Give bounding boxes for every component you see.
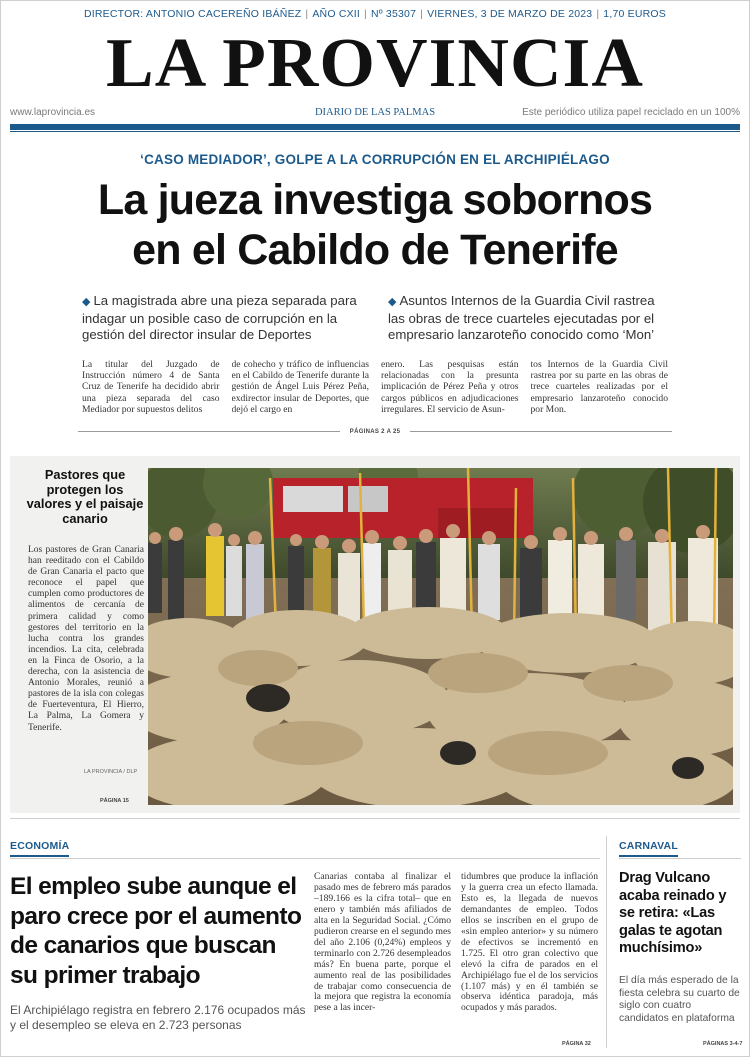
headline-line-2: en el Cabildo de Tenerife xyxy=(132,226,618,274)
section-tag-economia[interactable]: ECONOMÍA xyxy=(10,840,69,857)
feature-box xyxy=(10,456,740,813)
economia-page-ref: PÁGINA 32 xyxy=(562,1041,591,1047)
shepherds-photo[interactable] xyxy=(148,468,733,805)
lead-body-col-4: tos Internos de la Guardia Civil rastrea por su parte en las obras de trece cuarteles realizadas por el empresario lanzaroteño conocido por Mon. xyxy=(530,359,668,415)
diamond-icon: ◆ xyxy=(82,296,91,308)
feature-body: Los pastores de Gran Canaria han reeditado con el Cabildo de Gran Canaria el pacto que reconoce el papel que cumplen como productores de alimentos de cercanía de primera calidad y como gestores del territorio en la lucha contra los grandes incendios. La cita, celebrada en la Finca de Osorio, a la derecha, con la asistencia de Antonio Morales, reunió a pastores de la isla con colegas de Fuerteventura, El Hierro, La Palma, La Gomera y Tenerife. xyxy=(28,545,144,733)
lead-headline[interactable] xyxy=(0,175,750,275)
section-divider xyxy=(10,818,740,819)
economia-body-col-2: tidumbres que produce la inflación y la guerra crea un efecto llamada. Esto es, la llegada de nuevos demandantes de empleo. Todos ellos se inscriben en el grupo de «sin empleo anterior» y su número de efectivos se incrementó en 1.725. El otro gran colectivo que elevó la cifra de parados en el Archipiélago fue el de los servicios (1.107 más) y en él también se observa idéntica paradoja, más ocupados y más parados. xyxy=(461,872,598,1014)
carnaval-rule xyxy=(619,858,741,859)
director-label: DIRECTOR: ANTONIO CACEREÑO IBÁÑEZ xyxy=(83,8,302,20)
column-divider xyxy=(606,836,607,1048)
masthead-subline xyxy=(10,107,740,121)
lead-deck-1 xyxy=(82,293,362,344)
year-label: AÑO CXII xyxy=(312,8,361,20)
feature-page-ref: PÁGINA 15 xyxy=(100,798,129,804)
economia-headline[interactable]: El empleo sube aunque el paro crece por el aumento de canarios que buscan su primer trabajo xyxy=(10,873,302,989)
lead-pages: PÁGINAS 2 A 25 xyxy=(349,429,401,435)
newspaper-subtitle: DIARIO DE LAS PALMAS xyxy=(314,107,436,118)
lead-body xyxy=(82,359,668,415)
masthead-rule-thin xyxy=(10,131,740,132)
website-link[interactable]: www.laprovincia.es xyxy=(10,107,96,118)
economia-rule xyxy=(10,858,600,859)
newspaper-logo: LA PROVINCIA xyxy=(106,25,644,102)
section-tag-carnaval[interactable]: CARNAVAL xyxy=(619,840,678,857)
lead-kicker: ‘CASO MEDIADOR’, GOLPE A LA CORRUPCIÓN EN EL ARCHIPIÉLAGO xyxy=(140,152,610,167)
issue-date: VIERNES, 3 DE MARZO DE 2023 xyxy=(427,8,593,20)
lead-body-col-3: enero. Las pesquisas están relacionadas con la presunta implicación de Pérez Peña y otros cargos públicos en adjudicaciones irregulares. El servicio de Asun- xyxy=(381,359,519,415)
feature-credit: LA PROVINCIA / DLP xyxy=(84,769,138,775)
economia-deck: El Archipiélago registra en febrero 2.176 ocupados más y el desempleo se eleva en 2.723 personas xyxy=(10,1003,306,1032)
price-label: 1,70 EUROS xyxy=(603,8,666,20)
issue-number: Nº 35307 xyxy=(370,8,417,20)
masthead-topline: DIRECTOR: ANTONIO CACEREÑO IBÁÑEZ | AÑO CXII | Nº 35307 | VIERNES, 3 DE MARZO DE 2023 | 1,70 EUROS xyxy=(83,8,666,20)
economia-body xyxy=(314,872,598,1032)
feature-title[interactable]: Pastores que protegen los valores y el paisaje canario xyxy=(26,467,144,526)
lead-body-col-2: de cohecho y tráfico de influencias en el Cabildo de Tenerife durante la gestión de Ángel Luis Pérez Peña, exdirector insular de Deportes, que dejó el cargo en xyxy=(231,359,369,415)
carnaval-page-ref: PÁGINAS 3-4-7 xyxy=(703,1041,743,1047)
masthead-rule xyxy=(10,124,740,130)
diamond-icon: ◆ xyxy=(388,296,397,308)
lead-deck-2 xyxy=(388,293,668,344)
lead-deck-1-text: La magistrada abre una pieza separada para indagar un posible caso de corrupción en la gestión del director insular de Deportes xyxy=(82,293,357,342)
lead-body-col-1: La titular del Juzgado de Instrucción número 4 de Santa Cruz de Tenerife ha decidido abrir una pieza separada del caso Mediador por supuestos delitos xyxy=(82,359,220,415)
lead-deck-2-text: Asuntos Internos de la Guardia Civil rastrea las obras de trece cuarteles ejecutadas por el empresario lanzaroteño conocido como ‘Mon’ xyxy=(388,293,655,342)
lead-page-ref xyxy=(0,429,750,435)
shepherds-photo-image xyxy=(148,468,733,805)
carnaval-headline[interactable]: Drag Vulcano acaba reinado y se retira: «Las galas te agotan muchísimo» xyxy=(619,870,727,956)
carnaval-deck: El día más esperado de la fiesta celebra su cuarto de siglo con cuatro candidatos en plataforma xyxy=(619,975,740,1024)
headline-line-1: La jueza investiga sobornos xyxy=(97,176,653,224)
recycled-note: Este periódico utiliza papel reciclado en un 100% xyxy=(522,107,740,118)
economia-body-col-1: Canarias contaba al finalizar el pasado mes de febrero más parados –189.166 es la cifra total– que en enero y también más afiliados de alta en la Seguridad Social. ¿Cómo pudieron crearse en el segundo mes del año 2.106 (0,24%) empleos y terminarlo con 2.726 desempleados más? En buena parte, porque el aumento real de las posibilidades de trabajar como consecuencia de la mejora que registra la economía pese a las incer- xyxy=(314,872,451,1014)
